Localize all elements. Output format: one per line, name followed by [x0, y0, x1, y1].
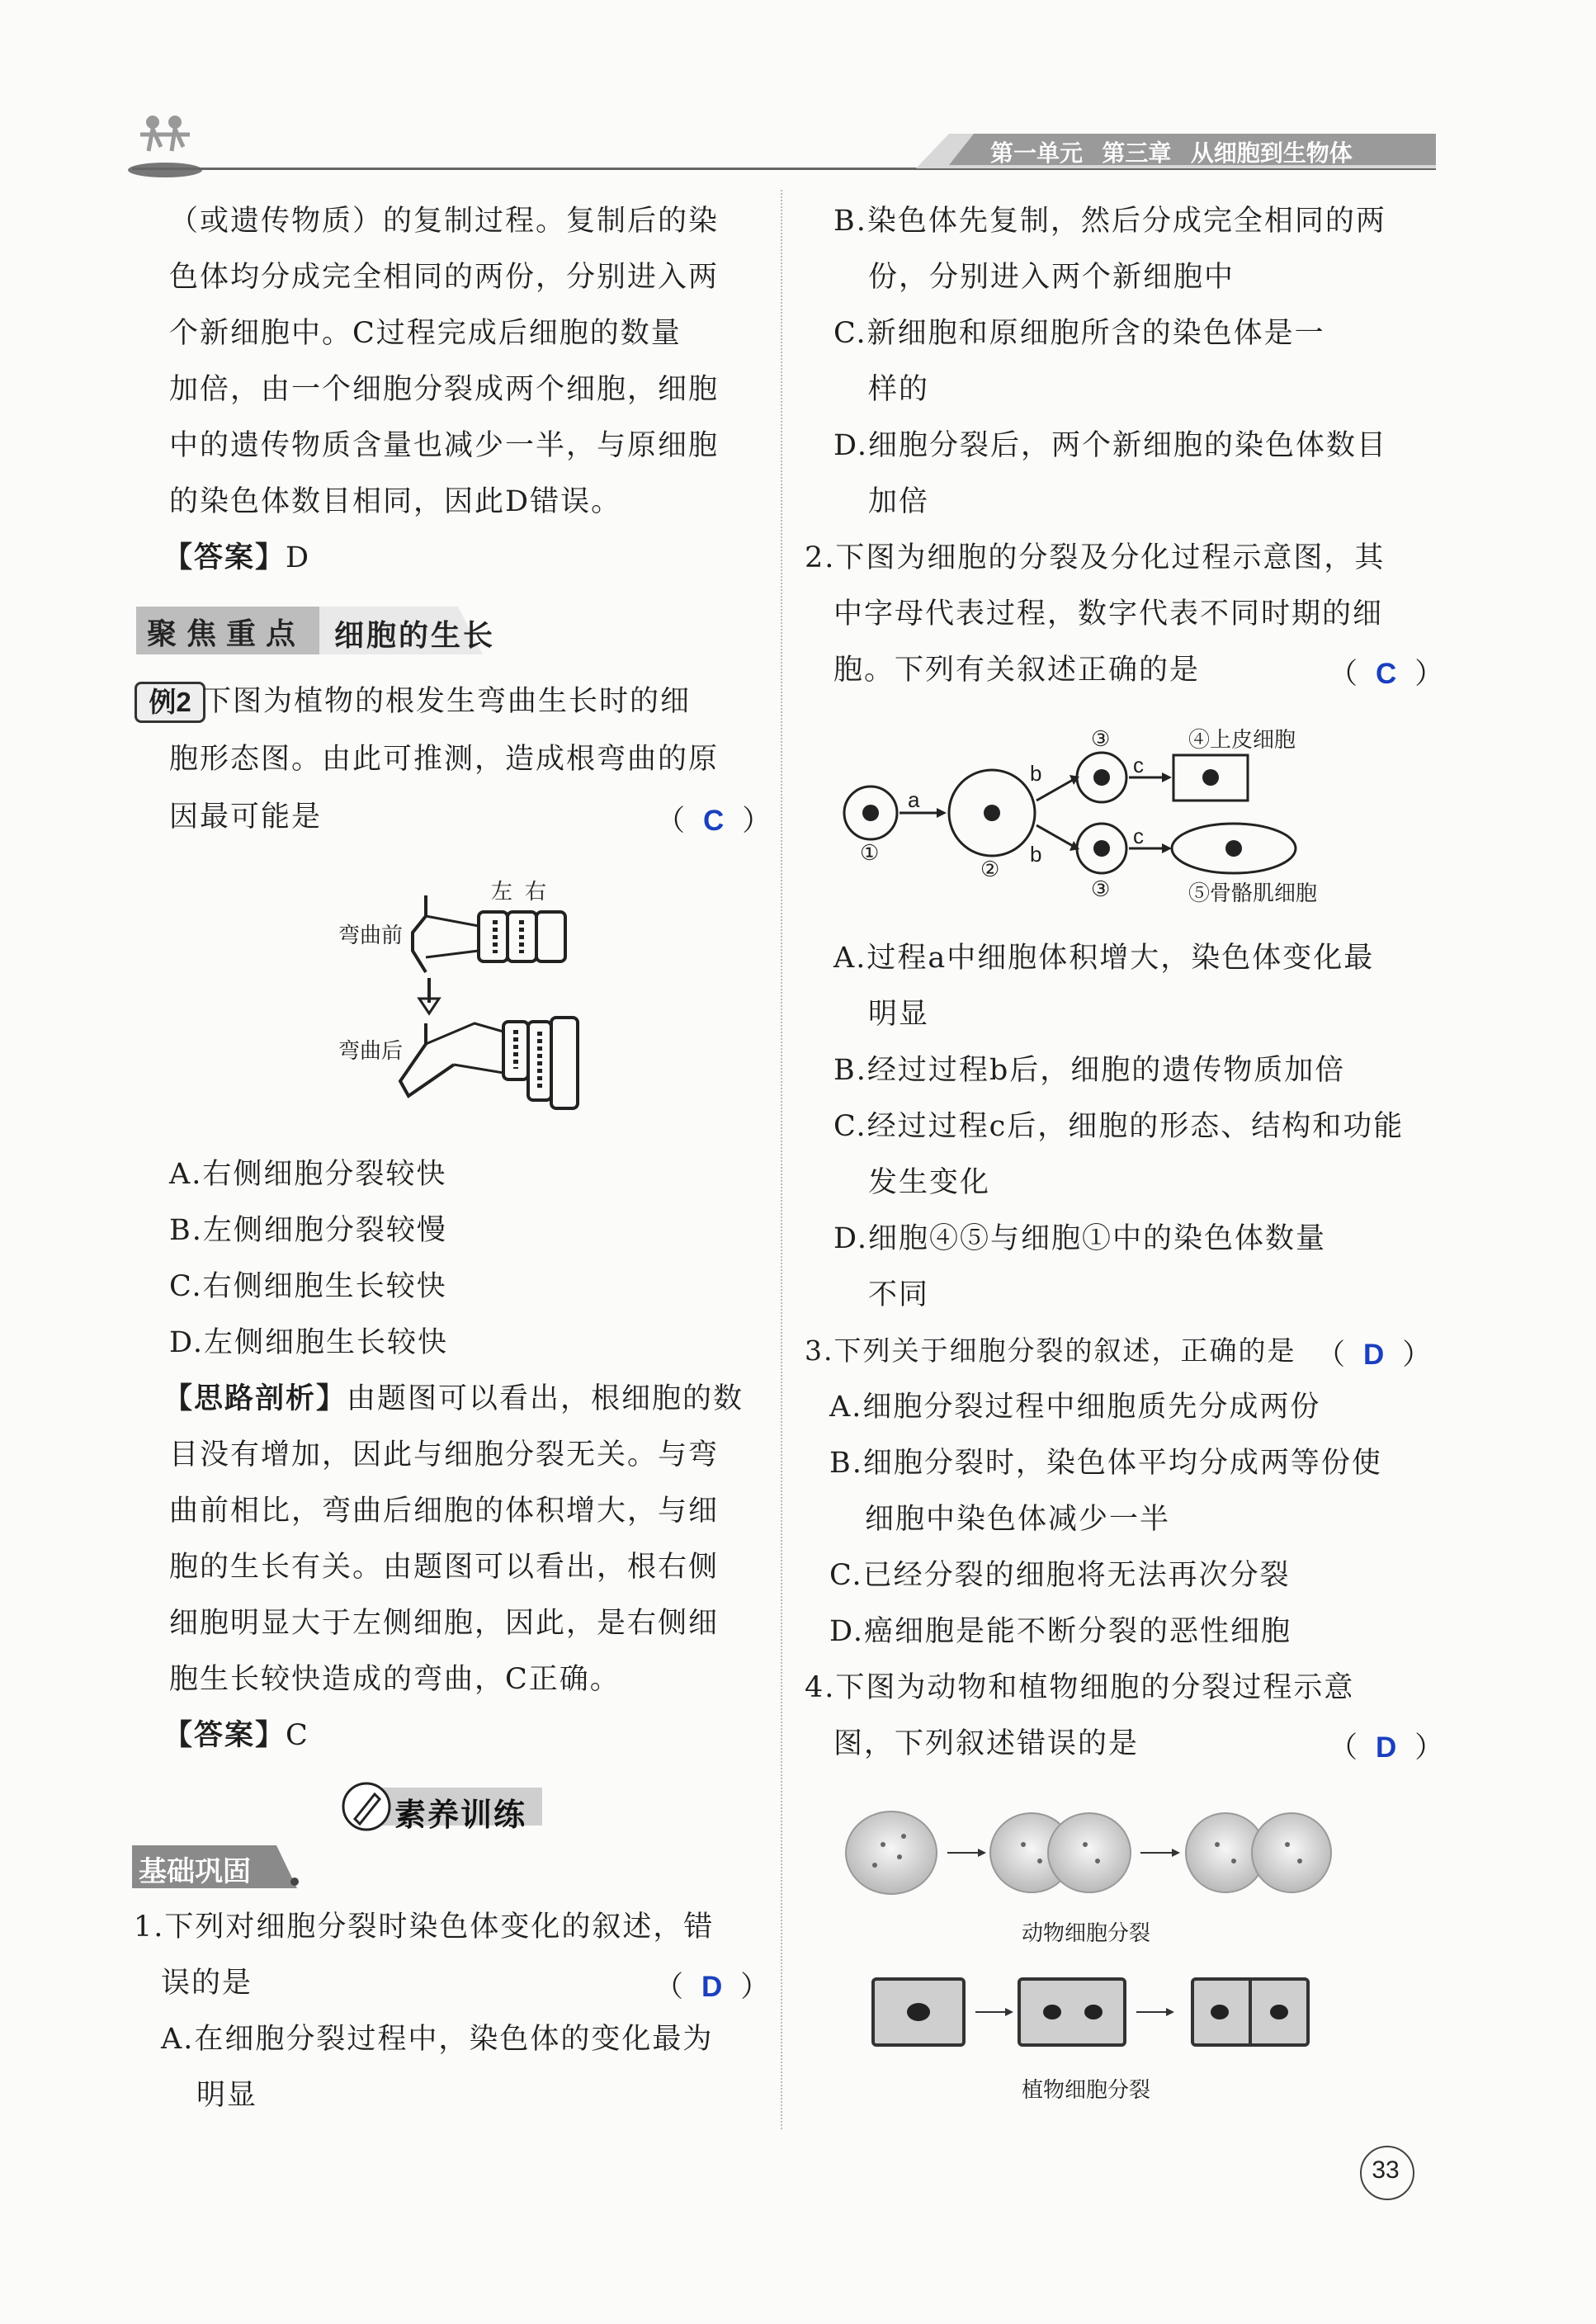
q1-option: D.细胞分裂后，两个新细胞的染色体数目: [833, 429, 1387, 462]
analysis-line: 胞的生长有关。由题图可以看出，根右侧: [169, 1551, 720, 1584]
q2-line: 2.下图为细胞的分裂及分化过程示意图，其: [805, 541, 1386, 574]
q3-answer: D: [1363, 1339, 1385, 1371]
answer-value: D: [286, 541, 311, 574]
q1-option: 份，分别进入两个新细胞中: [868, 261, 1235, 294]
analysis-line: 细胞明显大于左侧细胞，因此，是右侧细: [169, 1607, 720, 1640]
diagram-label: ③: [1091, 876, 1111, 901]
diagram-label: ⑤骨骼肌细胞: [1188, 881, 1318, 905]
q4-line: 图，下列叙述错误的是: [833, 1727, 1140, 1760]
q2-line: 中字母代表过程，数字代表不同时期的细: [833, 598, 1384, 631]
training-title: 素养训练: [394, 1798, 527, 1833]
header-chapter: 第三章: [1102, 140, 1172, 166]
root-figure: [330, 867, 594, 1114]
left-cont-line: 的染色体数目相同，因此D错误。: [169, 485, 622, 518]
figure-left-label: 左: [491, 879, 513, 904]
q1-line: 1.下列对细胞分裂时染色体变化的叙述，错: [134, 1911, 715, 1944]
q3-option: C.已经分裂的细胞将无法再次分裂: [829, 1559, 1291, 1592]
analysis-line: 胞生长较快造成的弯曲，C正确。: [169, 1663, 621, 1696]
header-unit: 第一单元: [990, 140, 1084, 166]
q4-answer-bracket: （ D ）: [1329, 1731, 1444, 1764]
q2-option: 发生变化: [868, 1166, 991, 1199]
answer-1: [163, 539, 310, 577]
ex2-line: 下图为植物的根发生弯曲生长时的细: [202, 685, 692, 718]
q3-line: 3.下列关于细胞分裂的叙述，正确的是: [805, 1334, 1296, 1367]
q4-answer: D: [1376, 1731, 1397, 1764]
diagram-label: b: [1030, 761, 1042, 786]
ex2-line: 因最可能是: [169, 801, 323, 834]
animal-cell-division-figure: [842, 1807, 1337, 1898]
diagram-label: c: [1133, 824, 1144, 848]
diagram-label: ②: [980, 857, 1000, 881]
q2-answer: C: [1376, 658, 1397, 690]
page-number: 33: [1372, 2156, 1400, 2184]
header-section: 从细胞到生物体: [1190, 140, 1353, 166]
q1-option: C.新细胞和原细胞所含的染色体是一: [833, 317, 1325, 350]
q3-option: B.细胞分裂时，染色体平均分成两等份使: [829, 1447, 1382, 1480]
figure-before-label: 弯曲前: [338, 923, 404, 947]
diagram-label: ④上皮细胞: [1188, 727, 1296, 752]
diagram-label: ③: [1091, 726, 1111, 751]
q1-answer-bracket: （ D ）: [654, 1971, 770, 2003]
ex2-answer-bracket: （ C ）: [656, 805, 772, 837]
left-cont-line: 加倍，由一个细胞分裂成两个细胞，细胞: [169, 373, 720, 406]
q1-option: A.在细胞分裂过程中，染色体的变化最为: [161, 2023, 714, 2056]
q2-option: D.细胞④⑤与细胞①中的染色体数量: [833, 1222, 1326, 1255]
ex2-option: A.右侧细胞分裂较快: [169, 1158, 447, 1191]
focus-label: 聚焦重点: [147, 616, 306, 650]
figure-right-label: 右: [525, 879, 547, 904]
diagram-label: c: [1133, 753, 1144, 777]
answer-2: [163, 1717, 309, 1755]
left-cont-line: 中的遗传物质含量也减少一半，与原细胞: [169, 429, 720, 462]
q2-answer-bracket: （ C ）: [1329, 658, 1444, 690]
q2-option: B.经过过程b后，细胞的遗传物质加倍: [833, 1054, 1346, 1087]
analysis-label: 【思路剖析】: [163, 1382, 347, 1415]
ex2-option: C.右侧细胞生长较快: [169, 1270, 447, 1303]
q1-answer: D: [701, 1971, 723, 2003]
q2-line: 胞。下列有关叙述正确的是: [833, 654, 1201, 687]
left-cont-line: 个新细胞中。C过程完成后细胞的数量: [169, 317, 682, 350]
answer-label: 【答案】: [163, 541, 286, 574]
ex2-option: B.左侧细胞分裂较慢: [169, 1214, 447, 1247]
plant-caption: 植物细胞分裂: [1022, 2077, 1151, 2102]
ex2-answer: C: [703, 805, 725, 837]
q3-option: 细胞中染色体减少一半: [865, 1503, 1171, 1536]
analysis-text: 由题图可以看出，根细胞的数: [347, 1382, 744, 1415]
q4-line: 4.下图为动物和植物细胞的分裂过程示意: [805, 1671, 1355, 1704]
column-divider: [781, 190, 782, 2129]
q2-option: 不同: [868, 1278, 930, 1311]
ex2-option: D.左侧细胞生长较快: [169, 1326, 448, 1359]
q1-option: 加倍: [868, 485, 930, 518]
q3-answer-bracket: （ D ）: [1316, 1339, 1432, 1371]
focus-title: 细胞的生长: [334, 618, 496, 652]
basic-label: 基础巩固: [139, 1856, 251, 1887]
ex2-line: 胞形态图。由此可推测，造成根弯曲的原: [169, 743, 720, 776]
figure-after-label: 弯曲后: [338, 1038, 404, 1063]
q1-option: 样的: [868, 373, 930, 406]
animal-caption: 动物细胞分裂: [1022, 1920, 1151, 1945]
q1-option: 明显: [196, 2079, 258, 2112]
diagram-label: ①: [860, 840, 880, 865]
example-tag: 例2: [135, 682, 205, 723]
left-cont-line: 色体均分成完全相同的两份，分别进入两: [169, 261, 720, 294]
q1-line: 误的是: [161, 1967, 253, 2000]
answer-label: 【答案】: [163, 1718, 286, 1752]
diagram-label: b: [1030, 842, 1042, 867]
analysis-line: 曲前相比，弯曲后细胞的体积增大，与细: [169, 1495, 720, 1528]
analysis-line: [163, 1380, 744, 1418]
answer-value: C: [286, 1719, 309, 1752]
q3-option: A.细胞分裂过程中细胞质先分成两份: [829, 1391, 1321, 1424]
analysis-line: 目没有增加，因此与细胞分裂无关。与弯: [169, 1438, 720, 1471]
q3-option: D.癌细胞是能不断分裂的恶性细胞: [829, 1615, 1291, 1648]
q1-option: B.染色体先复制，然后分成完全相同的两: [833, 205, 1386, 238]
diagram-label: a: [908, 787, 920, 812]
plant-cell-division-figure: [866, 1972, 1329, 2051]
header-title: [990, 135, 1353, 168]
q2-option: C.经过过程c后，细胞的形态、结构和功能: [833, 1110, 1405, 1143]
left-cont-line: （或遗传物质）的复制过程。复制后的染: [169, 205, 720, 238]
q2-option: A.过程a中细胞体积增大，染色体变化最: [833, 942, 1375, 975]
q2-option: 明显: [868, 998, 930, 1031]
